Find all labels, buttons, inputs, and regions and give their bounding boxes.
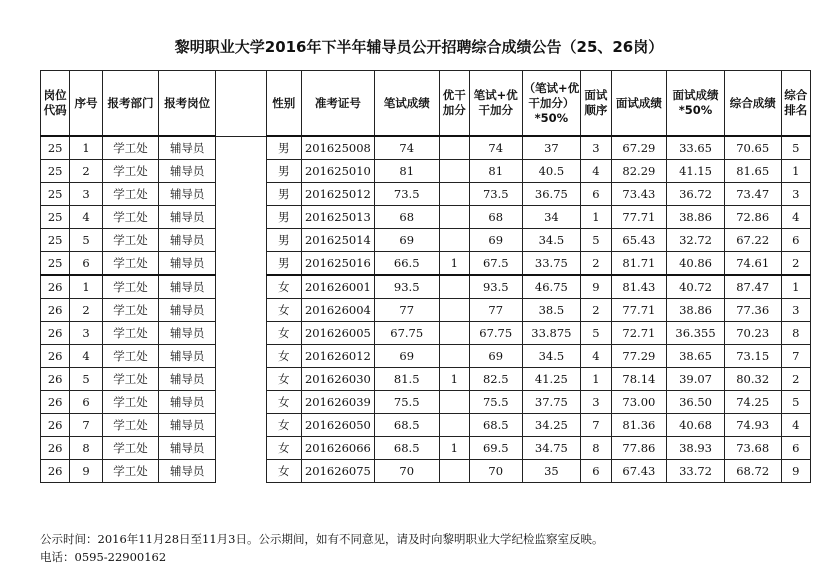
cell-seq: 9 [70, 460, 102, 483]
cell-blank [216, 299, 267, 322]
cell-seq: 4 [70, 206, 102, 229]
cell-department: 学工处 [102, 275, 159, 299]
cell-total-score: 73.47 [724, 183, 781, 206]
cell-written-score: 81.5 [374, 368, 439, 391]
cell-department: 学工处 [102, 414, 159, 437]
cell-total-score: 73.68 [724, 437, 781, 460]
table-row [41, 460, 811, 483]
cell-interview-score: 65.43 [611, 229, 667, 252]
table-row [41, 322, 811, 345]
header-position-code: 岗位代码 [41, 71, 70, 137]
cell-total-score: 73.15 [724, 345, 781, 368]
header-post: 报考岗位 [159, 71, 216, 137]
header-department: 报考部门 [102, 71, 159, 137]
cell-total-score: 80.32 [724, 368, 781, 391]
cell-gender: 男 [266, 252, 301, 276]
cell-interview-half: 33.72 [667, 460, 725, 483]
cell-rank: 1 [781, 275, 810, 299]
cell-blank [216, 322, 267, 345]
cell-interview-half: 36.72 [667, 183, 725, 206]
cell-interview-half: 33.65 [667, 136, 725, 160]
cell-department: 学工处 [102, 136, 159, 160]
cell-interview-order: 5 [581, 229, 611, 252]
cell-gender: 女 [266, 275, 301, 299]
cell-department: 学工处 [102, 160, 159, 183]
header-interview-score: 面试成绩 [611, 71, 667, 137]
cell-written-score: 70 [374, 460, 439, 483]
cell-interview-score: 73.43 [611, 183, 667, 206]
cell-written-half: 34.5 [522, 345, 581, 368]
cell-written-score: 67.75 [374, 322, 439, 345]
cell-written-plus-bonus: 74 [469, 136, 522, 160]
notice-text: 公示时间：2016年11月28日至11月3日。公示期间，如有不同意见，请及时向黎明职业大学纪检监察室反映。 [40, 532, 604, 546]
cell-post: 辅导员 [159, 460, 216, 483]
cell-interview-half: 36.50 [667, 391, 725, 414]
cell-rank: 4 [781, 414, 810, 437]
header-seq: 序号 [70, 71, 102, 137]
cell-written-half: 34.5 [522, 229, 581, 252]
cell-rank: 4 [781, 206, 810, 229]
cell-department: 学工处 [102, 183, 159, 206]
cell-interview-score: 77.86 [611, 437, 667, 460]
header-bonus: 优干加分 [439, 71, 469, 137]
cell-bonus [439, 299, 469, 322]
cell-blank [216, 414, 267, 437]
cell-written-score: 81 [374, 160, 439, 183]
cell-interview-half: 38.65 [667, 345, 725, 368]
cell-written-score: 69 [374, 229, 439, 252]
cell-blank [216, 437, 267, 460]
cell-gender: 男 [266, 206, 301, 229]
cell-interview-half: 38.86 [667, 299, 725, 322]
cell-interview-half: 40.86 [667, 252, 725, 276]
cell-written-plus-bonus: 69 [469, 229, 522, 252]
cell-department: 学工处 [102, 437, 159, 460]
cell-interview-half: 41.15 [667, 160, 725, 183]
cell-total-score: 74.25 [724, 391, 781, 414]
cell-interview-order: 3 [581, 391, 611, 414]
cell-rank: 7 [781, 345, 810, 368]
cell-written-score: 68.5 [374, 414, 439, 437]
cell-rank: 9 [781, 460, 810, 483]
cell-exam-id: 201625008 [302, 136, 375, 160]
cell-written-score: 93.5 [374, 275, 439, 299]
cell-position-code: 26 [41, 460, 70, 483]
table-row [41, 437, 811, 460]
cell-interview-score: 77.71 [611, 206, 667, 229]
cell-post: 辅导员 [159, 322, 216, 345]
cell-exam-id: 201626039 [302, 391, 375, 414]
cell-bonus [439, 275, 469, 299]
cell-rank: 5 [781, 136, 810, 160]
cell-position-code: 26 [41, 368, 70, 391]
cell-post: 辅导员 [159, 160, 216, 183]
table-row [41, 252, 811, 276]
cell-interview-order: 5 [581, 322, 611, 345]
cell-interview-half: 40.68 [667, 414, 725, 437]
cell-department: 学工处 [102, 345, 159, 368]
cell-written-half: 37.75 [522, 391, 581, 414]
cell-written-plus-bonus: 69.5 [469, 437, 522, 460]
cell-interview-score: 81.36 [611, 414, 667, 437]
cell-interview-half: 38.86 [667, 206, 725, 229]
cell-written-plus-bonus: 82.5 [469, 368, 522, 391]
cell-blank [216, 229, 267, 252]
cell-post: 辅导员 [159, 252, 216, 276]
cell-rank: 3 [781, 183, 810, 206]
cell-interview-order: 3 [581, 136, 611, 160]
cell-total-score: 74.93 [724, 414, 781, 437]
cell-written-plus-bonus: 70 [469, 460, 522, 483]
cell-position-code: 26 [41, 275, 70, 299]
cell-interview-order: 1 [581, 368, 611, 391]
table-header-row [41, 71, 811, 137]
cell-bonus [439, 414, 469, 437]
cell-written-half: 35 [522, 460, 581, 483]
cell-gender: 男 [266, 136, 301, 160]
cell-bonus: 1 [439, 252, 469, 276]
cell-interview-half: 32.72 [667, 229, 725, 252]
cell-gender: 女 [266, 460, 301, 483]
cell-interview-order: 4 [581, 345, 611, 368]
cell-post: 辅导员 [159, 229, 216, 252]
cell-blank [216, 460, 267, 483]
cell-interview-half: 40.72 [667, 275, 725, 299]
cell-bonus [439, 391, 469, 414]
cell-total-score: 68.72 [724, 460, 781, 483]
cell-department: 学工处 [102, 391, 159, 414]
cell-bonus [439, 183, 469, 206]
cell-bonus [439, 206, 469, 229]
cell-department: 学工处 [102, 322, 159, 345]
table-row [41, 368, 811, 391]
cell-gender: 男 [266, 229, 301, 252]
phone-text: 电话：0595-22900162 [40, 550, 167, 564]
cell-interview-score: 77.71 [611, 299, 667, 322]
cell-position-code: 26 [41, 414, 70, 437]
cell-post: 辅导员 [159, 183, 216, 206]
table-row [41, 414, 811, 437]
cell-exam-id: 201625014 [302, 229, 375, 252]
cell-interview-order: 6 [581, 183, 611, 206]
cell-gender: 女 [266, 414, 301, 437]
cell-interview-score: 77.29 [611, 345, 667, 368]
cell-interview-score: 82.29 [611, 160, 667, 183]
cell-bonus: 1 [439, 368, 469, 391]
cell-rank: 6 [781, 229, 810, 252]
cell-department: 学工处 [102, 299, 159, 322]
cell-blank [216, 345, 267, 368]
cell-seq: 6 [70, 252, 102, 276]
cell-interview-half: 38.93 [667, 437, 725, 460]
header-interview-order: 面试顺序 [581, 71, 611, 137]
cell-written-score: 68 [374, 206, 439, 229]
cell-post: 辅导员 [159, 206, 216, 229]
cell-seq: 6 [70, 391, 102, 414]
cell-written-half: 34 [522, 206, 581, 229]
score-table [40, 70, 811, 483]
cell-interview-score: 81.71 [611, 252, 667, 276]
header-total-score: 综合成绩 [724, 71, 781, 137]
cell-seq: 8 [70, 437, 102, 460]
cell-written-half: 34.25 [522, 414, 581, 437]
cell-interview-score: 81.43 [611, 275, 667, 299]
cell-written-half: 38.5 [522, 299, 581, 322]
cell-exam-id: 201625010 [302, 160, 375, 183]
cell-rank: 2 [781, 252, 810, 276]
cell-total-score: 87.47 [724, 275, 781, 299]
cell-post: 辅导员 [159, 345, 216, 368]
cell-written-score: 75.5 [374, 391, 439, 414]
cell-interview-order: 8 [581, 437, 611, 460]
cell-blank [216, 252, 267, 276]
cell-post: 辅导员 [159, 368, 216, 391]
header-written-plus-bonus: 笔试+优干加分 [469, 71, 522, 137]
cell-written-half: 36.75 [522, 183, 581, 206]
cell-interview-score: 78.14 [611, 368, 667, 391]
table-row [41, 275, 811, 299]
cell-bonus [439, 345, 469, 368]
cell-written-score: 73.5 [374, 183, 439, 206]
cell-interview-order: 1 [581, 206, 611, 229]
cell-blank [216, 391, 267, 414]
cell-blank [216, 206, 267, 229]
cell-interview-order: 7 [581, 414, 611, 437]
cell-post: 辅导员 [159, 275, 216, 299]
cell-written-score: 77 [374, 299, 439, 322]
cell-gender: 女 [266, 391, 301, 414]
table-row [41, 206, 811, 229]
table-body [41, 136, 811, 483]
cell-interview-score: 73.00 [611, 391, 667, 414]
cell-written-plus-bonus: 69 [469, 345, 522, 368]
cell-rank: 1 [781, 160, 810, 183]
cell-post: 辅导员 [159, 136, 216, 160]
header-gender: 性别 [266, 71, 301, 137]
cell-total-score: 81.65 [724, 160, 781, 183]
cell-seq: 2 [70, 299, 102, 322]
cell-blank [216, 183, 267, 206]
cell-written-half: 40.5 [522, 160, 581, 183]
cell-bonus [439, 160, 469, 183]
cell-rank: 2 [781, 368, 810, 391]
table-row [41, 391, 811, 414]
cell-exam-id: 201626050 [302, 414, 375, 437]
cell-rank: 8 [781, 322, 810, 345]
cell-post: 辅导员 [159, 391, 216, 414]
cell-written-score: 68.5 [374, 437, 439, 460]
cell-position-code: 25 [41, 136, 70, 160]
cell-interview-order: 2 [581, 299, 611, 322]
cell-exam-id: 201625016 [302, 252, 375, 276]
cell-position-code: 25 [41, 160, 70, 183]
header-interview-half: 面试成绩*50% [667, 71, 725, 137]
cell-interview-score: 72.71 [611, 322, 667, 345]
cell-written-half: 34.75 [522, 437, 581, 460]
cell-exam-id: 201626004 [302, 299, 375, 322]
cell-blank [216, 136, 267, 160]
cell-written-plus-bonus: 67.75 [469, 322, 522, 345]
cell-written-half: 37 [522, 136, 581, 160]
cell-bonus [439, 460, 469, 483]
cell-seq: 1 [70, 136, 102, 160]
cell-gender: 男 [266, 183, 301, 206]
cell-written-half: 41.25 [522, 368, 581, 391]
table-row [41, 160, 811, 183]
cell-seq: 3 [70, 322, 102, 345]
cell-department: 学工处 [102, 206, 159, 229]
cell-position-code: 25 [41, 229, 70, 252]
cell-rank: 3 [781, 299, 810, 322]
cell-seq: 7 [70, 414, 102, 437]
cell-seq: 5 [70, 368, 102, 391]
cell-total-score: 77.36 [724, 299, 781, 322]
cell-position-code: 26 [41, 391, 70, 414]
cell-gender: 女 [266, 345, 301, 368]
cell-interview-order: 9 [581, 275, 611, 299]
cell-department: 学工处 [102, 368, 159, 391]
cell-total-score: 72.86 [724, 206, 781, 229]
cell-post: 辅导员 [159, 299, 216, 322]
cell-total-score: 70.23 [724, 322, 781, 345]
cell-total-score: 74.61 [724, 252, 781, 276]
header-written-score: 笔试成绩 [374, 71, 439, 137]
header-written-half: （笔试+优干加分）*50% [522, 71, 581, 137]
cell-interview-score: 67.29 [611, 136, 667, 160]
cell-interview-order: 2 [581, 252, 611, 276]
cell-position-code: 25 [41, 252, 70, 276]
cell-written-plus-bonus: 68 [469, 206, 522, 229]
cell-gender: 女 [266, 299, 301, 322]
cell-seq: 2 [70, 160, 102, 183]
cell-interview-score: 67.43 [611, 460, 667, 483]
cell-interview-half: 36.355 [667, 322, 725, 345]
page-title: 黎明职业大学2016年下半年辅导员公开招聘综合成绩公告（25、26岗） [174, 38, 664, 56]
cell-exam-id: 201626030 [302, 368, 375, 391]
cell-exam-id: 201626075 [302, 460, 375, 483]
cell-written-plus-bonus: 73.5 [469, 183, 522, 206]
cell-exam-id: 201625012 [302, 183, 375, 206]
cell-seq: 1 [70, 275, 102, 299]
table-row [41, 183, 811, 206]
cell-gender: 女 [266, 368, 301, 391]
cell-gender: 女 [266, 437, 301, 460]
cell-exam-id: 201626005 [302, 322, 375, 345]
cell-bonus: 1 [439, 437, 469, 460]
cell-department: 学工处 [102, 460, 159, 483]
cell-total-score: 70.65 [724, 136, 781, 160]
cell-bonus [439, 322, 469, 345]
cell-rank: 5 [781, 391, 810, 414]
cell-exam-id: 201626066 [302, 437, 375, 460]
cell-position-code: 26 [41, 299, 70, 322]
cell-bonus [439, 136, 469, 160]
cell-written-half: 33.875 [522, 322, 581, 345]
table-row [41, 345, 811, 368]
cell-position-code: 25 [41, 206, 70, 229]
cell-written-plus-bonus: 68.5 [469, 414, 522, 437]
cell-seq: 4 [70, 345, 102, 368]
cell-written-plus-bonus: 81 [469, 160, 522, 183]
cell-position-code: 25 [41, 183, 70, 206]
cell-department: 学工处 [102, 252, 159, 276]
cell-written-plus-bonus: 75.5 [469, 391, 522, 414]
cell-gender: 女 [266, 322, 301, 345]
cell-department: 学工处 [102, 229, 159, 252]
cell-written-plus-bonus: 93.5 [469, 275, 522, 299]
header-exam-id: 准考证号 [302, 71, 375, 137]
cell-written-plus-bonus: 67.5 [469, 252, 522, 276]
cell-position-code: 26 [41, 345, 70, 368]
header-rank: 综合排名 [781, 71, 810, 137]
cell-gender: 男 [266, 160, 301, 183]
table-row [41, 136, 811, 160]
cell-written-plus-bonus: 77 [469, 299, 522, 322]
cell-total-score: 67.22 [724, 229, 781, 252]
cell-post: 辅导员 [159, 437, 216, 460]
cell-interview-order: 4 [581, 160, 611, 183]
cell-written-half: 33.75 [522, 252, 581, 276]
cell-exam-id: 201625013 [302, 206, 375, 229]
cell-interview-order: 6 [581, 460, 611, 483]
cell-interview-half: 39.07 [667, 368, 725, 391]
cell-written-score: 74 [374, 136, 439, 160]
cell-written-half: 46.75 [522, 275, 581, 299]
cell-written-score: 66.5 [374, 252, 439, 276]
cell-seq: 3 [70, 183, 102, 206]
cell-blank [216, 368, 267, 391]
cell-seq: 5 [70, 229, 102, 252]
cell-exam-id: 201626012 [302, 345, 375, 368]
header-blank [216, 71, 267, 137]
cell-post: 辅导员 [159, 414, 216, 437]
cell-blank [216, 160, 267, 183]
cell-position-code: 26 [41, 322, 70, 345]
cell-exam-id: 201626001 [302, 275, 375, 299]
cell-blank [216, 275, 267, 299]
table-row [41, 229, 811, 252]
cell-position-code: 26 [41, 437, 70, 460]
cell-written-score: 69 [374, 345, 439, 368]
cell-bonus [439, 229, 469, 252]
cell-rank: 6 [781, 437, 810, 460]
table-row [41, 299, 811, 322]
